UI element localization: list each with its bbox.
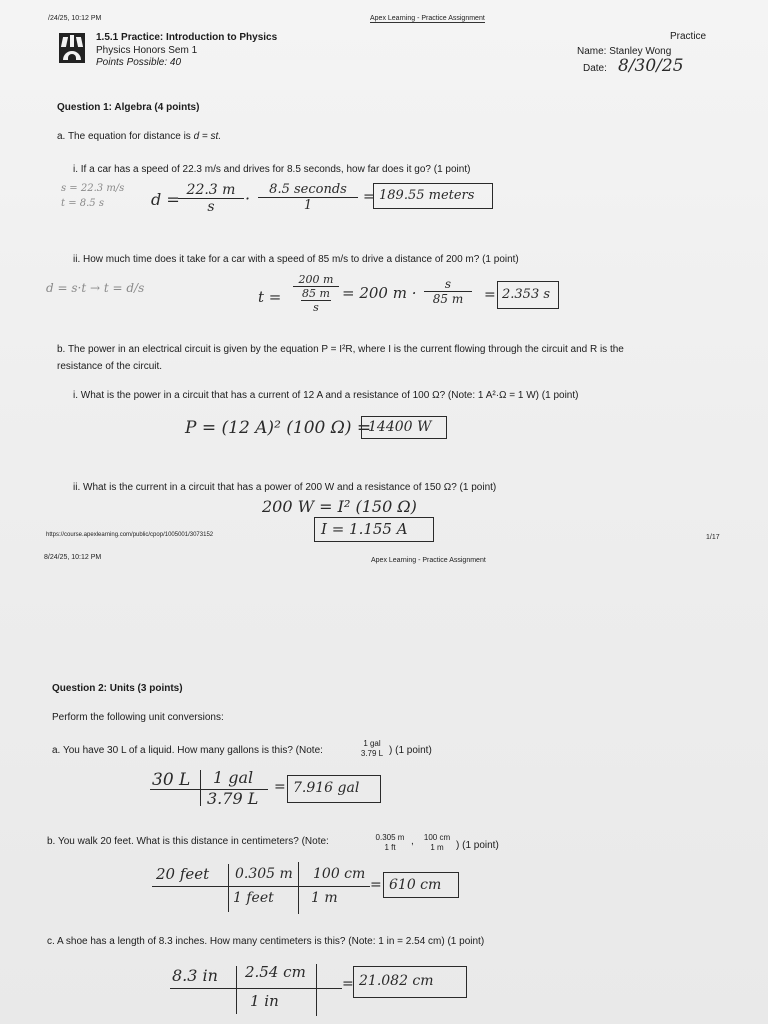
q1a-ii-rearrange: d = s·t → t = d/s	[46, 281, 145, 295]
q2c-answer-box	[353, 966, 467, 998]
q1a-i-answer: 189.55 meters	[379, 188, 475, 203]
q1b-i-answer: 14400 W	[368, 419, 432, 435]
lesson-title: 1.5.1 Practice: Introduction to Physics	[96, 32, 278, 43]
page-2-datetime: 8/24/25, 10:12 PM	[44, 554, 102, 561]
q1a-ii-t-equals: t =	[258, 288, 282, 306]
question-2-title: Question 2: Units (3 points)	[52, 683, 183, 694]
q1a-i-d-equals: d =	[151, 190, 180, 209]
q2c-work-divider-2	[316, 964, 317, 1016]
q1b-intro: b. The power in an electrical circuit is given by the equation P = I²R, where I is the current flowing through the circuit and R is the	[57, 344, 624, 355]
practice-label: Practice	[670, 31, 707, 42]
q2b-fraction-bar	[152, 886, 370, 887]
q1a-i-denominator-1: s	[207, 199, 215, 215]
q2b-note-1-denominator: 1 ft	[384, 843, 396, 852]
q1a-ii-answer-box	[497, 281, 559, 309]
apex-logo	[59, 33, 85, 63]
q1a-i-dot: ·	[245, 189, 251, 208]
points-possible: Points Possible: 40	[96, 57, 182, 68]
course-name: Physics Honors Sem 1	[96, 45, 198, 56]
q2b-note-2-numerator: 100 cm	[423, 833, 451, 842]
q1a-i-equals: =	[363, 189, 375, 205]
q2b-given: 20 feet	[156, 865, 210, 883]
q2b-note-1-numerator: 0.305 m	[375, 833, 405, 842]
q2b-factor-1-denominator: 1 feet	[233, 890, 274, 906]
q2b-points: ) (1 point)	[456, 840, 499, 851]
q2b-factor-2-denominator: 1 m	[311, 890, 338, 906]
q2b-answer: 610 cm	[389, 877, 442, 893]
q2b-note-2-denominator: 1 m	[430, 843, 444, 852]
q2c-answer: 21.082 cm	[359, 973, 434, 989]
q1a-ii-denominator-2: 85 m	[432, 292, 464, 306]
q1b-ii-prompt: ii. What is the current in a circuit that has a power of 200 W and a resistance of 150 Ω? (1 point)	[73, 482, 497, 493]
q1a-intro: a. The equation for distance is	[57, 131, 191, 142]
q2a-answer-box	[287, 775, 381, 803]
q1b-i-answer-box	[361, 416, 447, 439]
q2a-work-divider	[200, 770, 201, 806]
q1a-equation: d = st.	[193, 131, 222, 142]
q1b-i-work: P = (12 A)² (100 Ω) =	[185, 418, 372, 438]
date-label: Date:	[583, 63, 607, 74]
q1a-ii-numerator: 200 m	[298, 273, 334, 286]
q2a-note-numerator: 1 gal	[363, 739, 381, 748]
q2a-equals: =	[274, 779, 286, 795]
q1b-ii-work: 200 W = I² (150 Ω)	[262, 497, 417, 516]
q1b-ii-answer: I = 1.155 A	[321, 520, 408, 538]
q1b-ii-answer-box	[314, 517, 434, 542]
q1a-ii-answer: 2.353 s	[502, 287, 551, 302]
q2c-work-divider-1	[236, 966, 237, 1014]
q1a-i-numerator-2: 8.5 seconds	[269, 182, 347, 197]
page-2-header-title: Apex Learning - Practice Assignment	[371, 557, 486, 564]
q2c-given: 8.3 in	[172, 966, 218, 985]
q1a-ii-inner-numerator: 85 m	[302, 287, 330, 300]
q1a-i-given-speed: s = 22.3 m/s	[61, 183, 125, 194]
q2b-equals: =	[370, 877, 382, 893]
q2c-fraction-bar	[170, 988, 342, 989]
q1a-ii-step: = 200 m ·	[342, 284, 417, 302]
q1a-ii-prompt: ii. How much time does it take for a car with a speed of 85 m/s to drive a distance of 200 m? (1 point)	[73, 254, 519, 265]
print-datetime: /24/25, 10:12 PM	[48, 15, 102, 22]
q1a-i-answer-box	[373, 183, 493, 209]
q2c-prompt: c. A shoe has a length of 8.3 inches. How many centimeters is this? (Note: 1 in = 2.54 cm) (1 point)	[47, 936, 485, 947]
q2b-note-comma: ,	[411, 836, 414, 847]
q2a-factor-denominator: 3.79 L	[207, 789, 259, 808]
q2b-work-divider-1	[228, 864, 229, 912]
q2a-note-denominator: 3.79 L	[360, 749, 384, 758]
q2c-equals: =	[342, 976, 354, 992]
q1a-ii-inner-denominator: s	[313, 301, 319, 314]
print-header-title: Apex Learning - Practice Assignment	[370, 15, 485, 22]
q1b-i-prompt: i. What is the power in a circuit that has a current of 12 A and a resistance of 100 Ω? (Note: 1 A²·Ω = 1 W) (1 point)	[73, 390, 579, 401]
q2b-work-divider-2	[298, 862, 299, 914]
q1a-i-numerator-1: 22.3 m	[186, 182, 236, 198]
q2b-factor-2-numerator: 100 cm	[313, 866, 366, 882]
q1b-intro-line-2: resistance of the circuit.	[57, 361, 163, 372]
footer-url: https://course.apexlearning.com/public/cpop/1005001/3073152	[46, 532, 214, 538]
q2b-prompt: b. You walk 20 feet. What is this distance in centimeters? (Note:	[47, 836, 329, 847]
question-1-title: Question 1: Algebra (4 points)	[57, 102, 200, 113]
q2a-factor-numerator: 1 gal	[213, 768, 254, 787]
q1a-i-prompt: i. If a car has a speed of 22.3 m/s and drives for 8.5 seconds, how far does it go? (1 point)	[73, 164, 471, 175]
q2b-factor-1-numerator: 0.305 m	[235, 866, 293, 882]
q2c-factor-numerator: 2.54 cm	[245, 963, 306, 981]
q2a-given: 30 L	[152, 770, 191, 790]
q2-instructions: Perform the following unit conversions:	[52, 712, 224, 723]
q2b-answer-box	[383, 872, 459, 898]
q2c-factor-denominator: 1 in	[250, 992, 279, 1010]
q2a-answer: 7.916 gal	[293, 780, 360, 796]
q1a-i-denominator-2: 1	[303, 198, 313, 213]
q2a-points: ) (1 point)	[389, 745, 432, 756]
q2a-prompt: a. You have 30 L of a liquid. How many gallons is this? (Note:	[52, 745, 323, 756]
handwritten-date: 8/30/25	[618, 56, 684, 76]
student-name: Name: Stanley Wong	[577, 46, 672, 57]
footer-page-number: 1/17	[706, 534, 720, 541]
q1a-ii-numerator-2: s	[444, 277, 452, 291]
q1a-ii-equals: =	[484, 287, 496, 303]
q1a-i-given-time: t = 8.5 s	[61, 198, 104, 209]
